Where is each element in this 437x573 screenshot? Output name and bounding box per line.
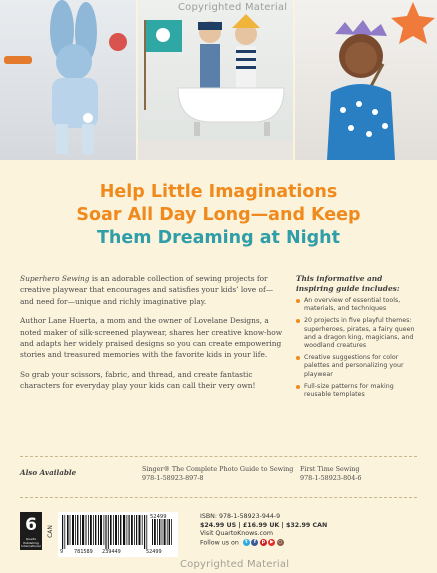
barcode-digits: 52499 <box>146 549 162 555</box>
youtube-icon[interactable]: ▶ <box>270 539 274 545</box>
bullet-icon <box>296 299 300 303</box>
headline-line-3: Them Dreaming at Night <box>96 228 340 248</box>
photo-fairy-girl <box>295 0 437 160</box>
related-book-isbn: 978-1-58923-804-6 <box>300 474 362 482</box>
can-label: CAN <box>46 525 54 538</box>
facebook-icon[interactable]: f <box>251 539 258 546</box>
bullet-icon <box>296 385 300 389</box>
features-sidebar <box>290 270 420 454</box>
pirates-bathtub-illustration <box>138 0 293 160</box>
watermark-bottom: Copyrighted Material <box>180 559 290 570</box>
description-paragraph-1 <box>20 273 285 307</box>
bullet-icon <box>296 319 300 323</box>
feature-text: Creative suggestions for color palettes and personalizing your playwear <box>304 354 404 378</box>
barcode-digits: 239449 <box>102 549 121 555</box>
publisher-logo <box>20 512 42 550</box>
description-paragraph-2: Author Lane Huerta, a mom and the owner of Lovelane Designs, a noted maker of silk-screened playwear, shares her creative know-how and adapts her widely praised designs so you can create empowering stories and treasured memories with the favorite kids in your life. <box>20 316 283 360</box>
book-title-inline: Superhero Sewing <box>20 274 90 283</box>
feature-text: Full-size patterns for making reusable templates <box>304 382 394 399</box>
description-paragraph-3: So grab your scissors, fabric, and thread, and create fantastic characters for everyday play your kids can call their very own! <box>20 370 256 391</box>
barcode-digits: 9 <box>60 549 64 555</box>
barcode-bars-icon <box>62 515 174 549</box>
description-paragraph-1-text: is an adorable collection of sewing projects for creative playwear that encourages and satisfies your kids’ love of—and need for—unique and richly imaginative play. <box>20 274 274 306</box>
feature-text: 20 projects in five playful themes: superheroes, pirates, a fairy queen and a dragon king, magicians, and woodland creatures <box>304 317 415 350</box>
description-column <box>20 273 285 400</box>
isbn-info <box>200 513 327 548</box>
related-book-title: First Time Sewing <box>300 465 360 473</box>
publisher-logo-text: Quarto Publishing International <box>21 537 41 549</box>
headline-line-1: Help Little Imaginations <box>99 182 338 202</box>
cover-photo-strip <box>0 0 437 160</box>
divider-top <box>20 456 417 457</box>
headline <box>0 181 437 250</box>
features-list <box>290 297 420 399</box>
twitter-icon[interactable]: t <box>243 539 250 546</box>
headline-line-2: Soar All Day Long—and Keep <box>76 205 361 225</box>
features-list-item <box>296 383 420 399</box>
bunny-costume-illustration <box>0 0 136 160</box>
photo-pirates-bathtub <box>138 0 293 160</box>
follow-label: Follow us on <box>200 539 239 547</box>
bullet-icon <box>296 356 300 360</box>
related-book-title: Singer® The Complete Photo Guide to Sewing <box>142 465 294 473</box>
follow-line <box>200 539 327 548</box>
barcode <box>58 512 178 557</box>
social-icons <box>243 539 284 546</box>
price-text: $24.99 US | £16.99 UK | $32.99 CAN <box>200 521 328 529</box>
watermark-top: Copyrighted Material <box>178 2 288 13</box>
related-book-isbn: 978-1-58923-897-8 <box>142 474 204 482</box>
fairy-girl-illustration <box>295 0 437 160</box>
divider-bottom <box>20 497 417 498</box>
feature-text: An overview of essential tools, materials, and techniques <box>304 297 401 313</box>
features-list-item <box>296 354 420 379</box>
publisher-logo-mark: 6 <box>25 515 37 535</box>
related-book-1 <box>142 465 293 483</box>
pinterest-icon[interactable]: p <box>261 539 266 545</box>
related-book-2 <box>300 465 362 483</box>
website-line: Visit QuartoKnows.com <box>200 530 273 538</box>
features-list-item <box>296 297 420 313</box>
also-available-label: Also Available <box>20 468 77 477</box>
photo-bunny-costume <box>0 0 136 160</box>
price-line <box>200 522 327 531</box>
instagram-icon[interactable]: ○ <box>278 539 283 545</box>
barcode-digits: 781589 <box>74 549 93 555</box>
price-code: 52499 <box>150 514 167 520</box>
features-title: This informative and inspiring guide includes: <box>296 274 400 293</box>
features-list-item <box>296 317 420 350</box>
isbn-number: ISBN: 978-1-58923-944-9 <box>200 513 281 520</box>
